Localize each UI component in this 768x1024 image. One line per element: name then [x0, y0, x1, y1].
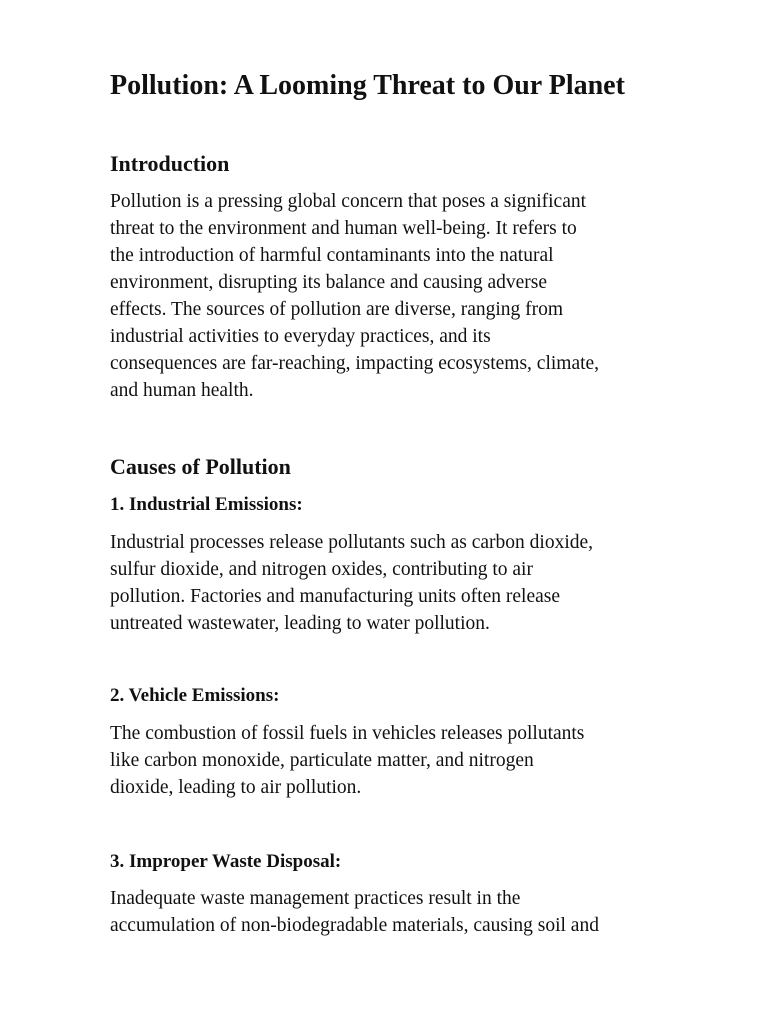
introduction-paragraph: [110, 188, 599, 404]
paragraph-line: Inadequate waste management practices result in the: [110, 888, 521, 909]
paragraph-line: like carbon monoxide, particulate matter, and nitrogen: [110, 750, 534, 771]
paragraph-line: environment, disrupting its balance and causing adverse: [110, 272, 547, 293]
paragraph-line: and human health.: [110, 380, 254, 401]
waste-disposal-paragraph: [110, 885, 599, 939]
paragraph-line: consequences are far-reaching, impacting ecosystems, climate,: [110, 353, 600, 374]
paragraph-line: pollution. Factories and manufacturing units often release: [110, 586, 560, 607]
paragraph-line: the introduction of harmful contaminants into the natural: [110, 245, 554, 266]
paragraph-line: The combustion of fossil fuels in vehicles releases pollutants: [110, 723, 585, 744]
paragraph-line: threat to the environment and human well-being. It refers to: [110, 218, 577, 239]
waste-disposal-heading: 3. Improper Waste Disposal:: [110, 851, 342, 872]
paragraph-line: industrial activities to everyday practices, and its: [110, 326, 491, 347]
industrial-emissions-paragraph: [110, 529, 593, 637]
causes-heading: Causes of Pollution: [110, 454, 291, 479]
paragraph-line: accumulation of non-biodegradable materials, causing soil and: [110, 915, 599, 936]
document-title: Pollution: A Looming Threat to Our Planet: [110, 70, 625, 101]
industrial-emissions-heading: 1. Industrial Emissions:: [110, 494, 303, 515]
paragraph-line: untreated wastewater, leading to water pollution.: [110, 613, 490, 634]
paragraph-line: sulfur dioxide, and nitrogen oxides, contributing to air: [110, 559, 533, 580]
paragraph-line: Pollution is a pressing global concern that poses a significant: [110, 191, 587, 212]
vehicle-emissions-paragraph: [110, 720, 584, 801]
paragraph-line: effects. The sources of pollution are diverse, ranging from: [110, 299, 564, 320]
vehicle-emissions-heading: 2. Vehicle Emissions:: [110, 685, 280, 706]
introduction-heading: Introduction: [110, 151, 230, 176]
paragraph-line: Industrial processes release pollutants such as carbon dioxide,: [110, 532, 594, 553]
paragraph-line: dioxide, leading to air pollution.: [110, 777, 362, 798]
